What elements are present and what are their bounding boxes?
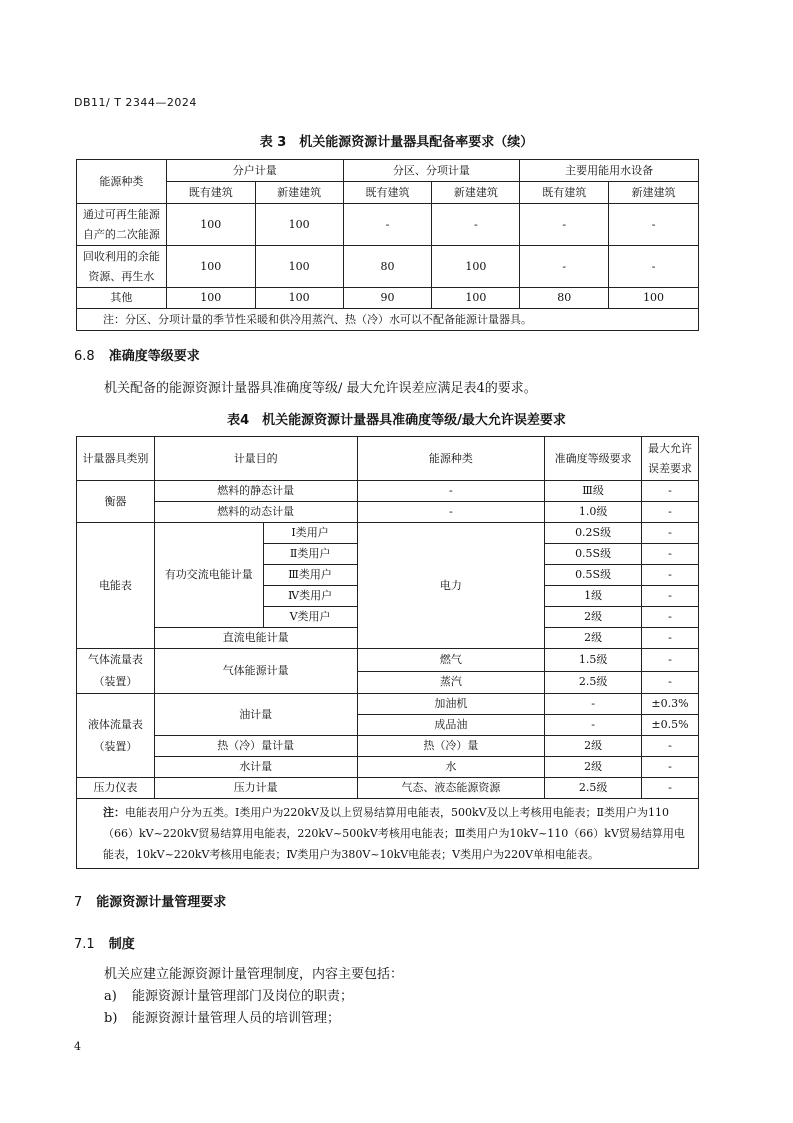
t3-cell: 100 <box>255 246 343 288</box>
t4-grade: 2级 <box>545 607 642 628</box>
t4-error: - <box>642 481 699 502</box>
t4-grade: - <box>545 715 642 736</box>
t3-subcol: 新建建筑 <box>255 182 343 204</box>
section-7-heading <box>74 891 226 910</box>
t4-error: ±0.5% <box>642 715 699 736</box>
t4-grade: 2.5级 <box>545 778 642 799</box>
t4-error: - <box>642 671 699 694</box>
t4-grade: 0.5S级 <box>545 544 642 565</box>
t3-note: 注：分区、分项计量的季节性采暖和供冷用蒸汽、热（冷）水可以不配备能源计量器具。 <box>77 309 699 331</box>
t3-cell: 100 <box>166 204 255 246</box>
t3-subcol: 新建建筑 <box>609 182 699 204</box>
paragraph-7-1: 机关应建立能源资源计量管理制度，内容主要包括： <box>104 967 404 982</box>
list-item-label: a) <box>104 989 117 1004</box>
t4-user-class: Ⅰ类用户 <box>263 523 357 544</box>
t4-cat-liquid: 液体流量表（装置） <box>77 694 155 778</box>
t4-error: - <box>642 565 699 586</box>
paragraph-6-8: 机关配备的能源资源计量器具准确度等级/ 最大允许误差应满足表4的要求。 <box>104 381 537 396</box>
t4-energy: - <box>357 481 545 502</box>
t4-grade: 1.5级 <box>545 649 642 672</box>
t4-grade: 2.5级 <box>545 671 642 694</box>
t4-cat-meter: 电能表 <box>77 523 155 649</box>
t4-header-grade: 准确度等级要求 <box>545 437 642 481</box>
t3-subcol: 既有建筑 <box>520 182 609 204</box>
t4-meter-energy: 电力 <box>357 523 545 649</box>
t4-header-energy: 能源种类 <box>357 437 545 481</box>
t3-cell: 80 <box>520 288 609 309</box>
t4-grade: 1级 <box>545 586 642 607</box>
t4-purpose: 燃料的静态计量 <box>154 481 357 502</box>
t3-group-equipment: 主要用能用水设备 <box>520 160 699 182</box>
t4-error: - <box>642 607 699 628</box>
t4-purpose: 燃料的动态计量 <box>154 502 357 523</box>
section-6-8-heading <box>74 345 200 364</box>
t4-error: - <box>642 502 699 523</box>
t4-grade: 2级 <box>545 628 642 649</box>
t4-gas-purpose: 气体能源计量 <box>154 649 357 694</box>
t3-cell: 100 <box>609 288 699 309</box>
t3-row-label: 回收利用的余能资源、再生水 <box>77 246 167 288</box>
t3-cell: - <box>432 204 520 246</box>
t3-cell: 100 <box>166 246 255 288</box>
t3-cell: 100 <box>255 204 343 246</box>
section-number: 7.1 <box>74 937 95 952</box>
t4-error: - <box>642 523 699 544</box>
t4-error: - <box>642 736 699 757</box>
section-7-1-heading <box>74 933 135 952</box>
table-row <box>77 757 699 778</box>
t4-error: - <box>642 757 699 778</box>
t3-cell: 100 <box>166 288 255 309</box>
t4-error: - <box>642 778 699 799</box>
t4-cat-gas: 气体流量表（装置） <box>77 649 155 694</box>
t4-cat-pressure: 压力仪表 <box>77 778 155 799</box>
t4-grade: Ⅲ级 <box>545 481 642 502</box>
table-row <box>77 694 699 715</box>
section-title: 准确度等级要求 <box>108 349 200 364</box>
t3-row-label: 其他 <box>77 288 167 309</box>
table-row <box>77 649 699 672</box>
t4-ac-purpose: 有功交流电能计量 <box>154 523 263 628</box>
table-row <box>77 502 699 523</box>
t4-energy: 蒸汽 <box>357 671 545 694</box>
t3-cell: 80 <box>343 246 432 288</box>
t4-header-category: 计量器具类别 <box>77 437 155 481</box>
table-row <box>77 523 699 544</box>
t4-grade: 0.5S级 <box>545 565 642 586</box>
t3-group-zone: 分区、分项计量 <box>343 160 520 182</box>
t3-subcol: 新建建筑 <box>432 182 520 204</box>
list-item-text: 能源资源计量管理部门及岗位的职责； <box>132 989 354 1004</box>
t4-grade: 2级 <box>545 757 642 778</box>
t4-user-class: Ⅴ类用户 <box>263 607 357 628</box>
section-number: 7 <box>74 895 83 910</box>
t4-purpose: 热（冷）量计量 <box>154 736 357 757</box>
t4-purpose: 压力计量 <box>154 778 357 799</box>
t4-energy: 成品油 <box>357 715 545 736</box>
t4-grade: 0.2S级 <box>545 523 642 544</box>
document-header: DB11/ T 2344—2024 <box>74 96 197 109</box>
table4 <box>76 436 699 869</box>
t4-user-class: Ⅱ类用户 <box>263 544 357 565</box>
t4-dc-purpose: 直流电能计量 <box>154 628 357 649</box>
t3-subcol: 既有建筑 <box>166 182 255 204</box>
t3-cell: - <box>609 246 699 288</box>
t3-cell: - <box>520 246 609 288</box>
t3-subcol: 既有建筑 <box>343 182 432 204</box>
t4-user-class: Ⅳ类用户 <box>263 586 357 607</box>
section-number: 6.8 <box>74 349 95 364</box>
t4-cat-scale: 衡器 <box>77 481 155 523</box>
table4-caption: 表4 机关能源资源计量器具准确度等级/最大允许误差要求 <box>227 413 566 428</box>
t3-header-energy-type: 能源种类 <box>77 160 167 204</box>
page-number: 4 <box>74 1040 81 1053</box>
table-row <box>77 778 699 799</box>
t3-cell: 100 <box>432 246 520 288</box>
t3-group-household: 分户计量 <box>166 160 343 182</box>
t3-row-label: 通过可再生能源自产的二次能源 <box>77 204 167 246</box>
list-item-label: b) <box>104 1011 118 1026</box>
table-row <box>77 736 699 757</box>
t4-oil-purpose: 油计量 <box>154 694 357 736</box>
table3 <box>76 159 699 331</box>
section-title: 能源资源计量管理要求 <box>96 895 227 910</box>
t4-error: - <box>642 544 699 565</box>
t3-cell: - <box>343 204 432 246</box>
table-row <box>77 481 699 502</box>
table3-caption: 表 3 机关能源资源计量器具配备率要求（续） <box>259 135 534 150</box>
t3-cell: 90 <box>343 288 432 309</box>
list-item <box>104 1007 340 1026</box>
note-label: 注： <box>103 806 125 819</box>
t4-error: ±0.3% <box>642 694 699 715</box>
t4-energy: 水 <box>357 757 545 778</box>
t3-cell: - <box>609 204 699 246</box>
t3-cell: 100 <box>255 288 343 309</box>
list-item <box>104 985 353 1004</box>
t4-energy: - <box>357 502 545 523</box>
list-item-text: 能源资源计量管理人员的培训管理； <box>132 1011 341 1026</box>
t4-energy: 热（冷）量 <box>357 736 545 757</box>
t4-header-error: 最大允许误差要求 <box>642 437 699 481</box>
t4-header-purpose: 计量目的 <box>154 437 357 481</box>
t4-energy: 气态、液态能源资源 <box>357 778 545 799</box>
table-row <box>77 288 699 309</box>
t4-grade: 2级 <box>545 736 642 757</box>
t4-error: - <box>642 586 699 607</box>
t4-energy: 加油机 <box>357 694 545 715</box>
t4-user-class: Ⅲ类用户 <box>263 565 357 586</box>
t4-error: - <box>642 628 699 649</box>
t4-grade: 1.0级 <box>545 502 642 523</box>
section-title: 制度 <box>108 937 135 952</box>
t3-cell: - <box>520 204 609 246</box>
t3-cell: 100 <box>432 288 520 309</box>
table-row <box>77 204 699 246</box>
table-row <box>77 246 699 288</box>
t4-energy: 燃气 <box>357 649 545 672</box>
t4-grade: - <box>545 694 642 715</box>
t4-purpose: 水计量 <box>154 757 357 778</box>
t4-error: - <box>642 649 699 672</box>
note-text: 电能表用户分为五类。Ⅰ类用户为220kV及以上贸易结算用电能表，500kV及以上考核用电能表；Ⅱ类用户为110（66）kV~220kV贸易结算用电能表，220kV~500kV考核用电能表；Ⅲ类用户为10kV~110（66）kV贸易结算用电能表，10kV~220kV考核用电能表；Ⅳ类用户为380V~10kV电能表；Ⅴ类用户为220V单相电能表。 <box>103 806 685 861</box>
t4-note <box>77 799 699 869</box>
